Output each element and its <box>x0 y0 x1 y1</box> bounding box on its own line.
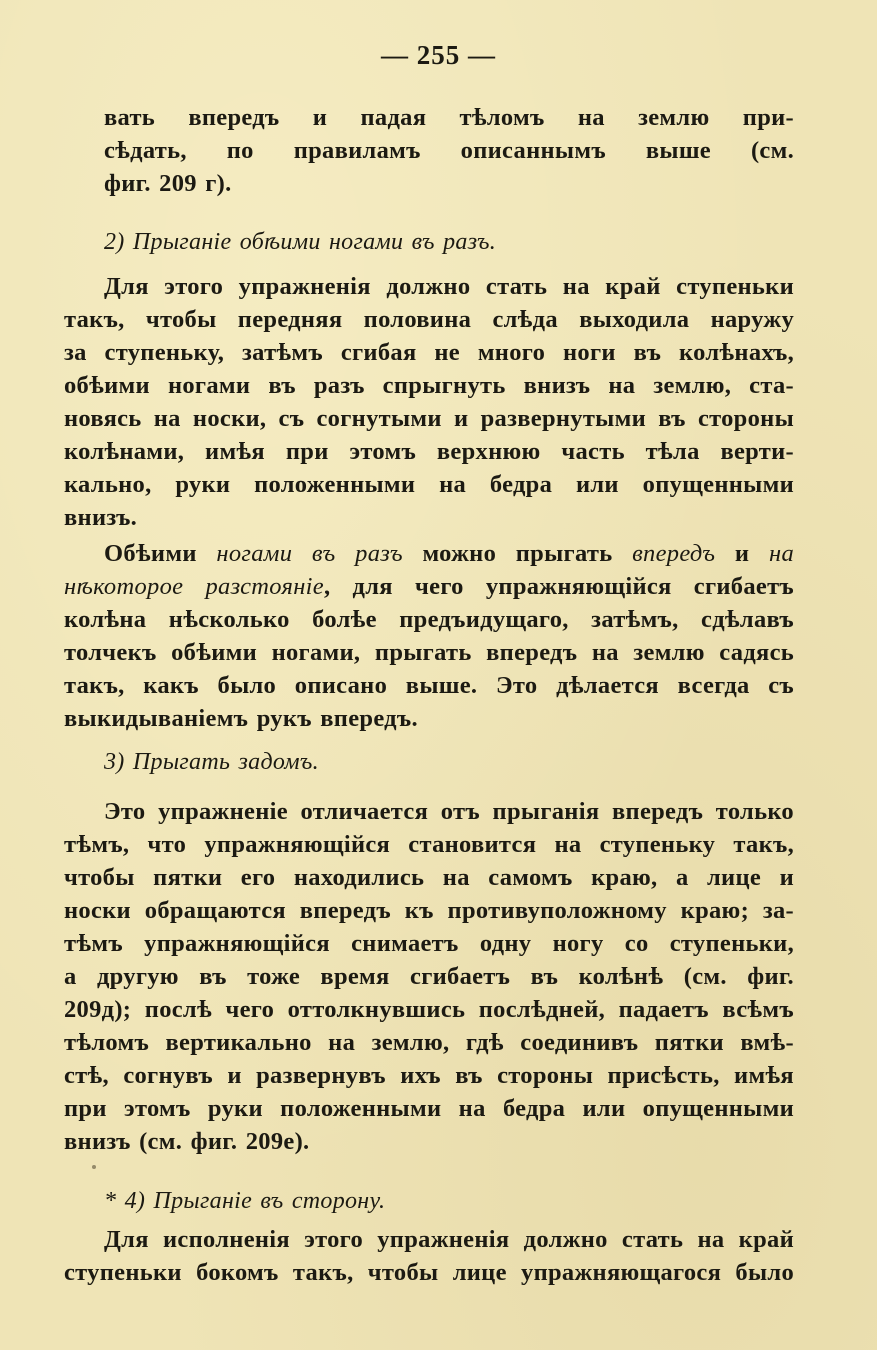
text-line: вать впередъ и падая тѣломъ на землю при- <box>104 104 794 131</box>
continuation-paragraph <box>104 101 794 200</box>
text-line: внизъ. <box>64 504 138 531</box>
text-line: такъ, какъ было описано выше. Это дѣлается всегда съ <box>64 672 794 699</box>
text-line: колѣнами, имѣя при этомъ верхнюю часть тѣла верти- <box>64 438 794 465</box>
text-line: такъ, чтобы передняя половина слѣда выходила наружу <box>64 306 794 333</box>
text-line: колѣна нѣсколько болѣе предъидущаго, затѣмъ, сдѣлавъ <box>64 606 794 633</box>
text-line: обѣими ногами въ разъ спрыгнуть внизъ на землю, ста- <box>64 372 794 399</box>
page-number: — 255 — <box>381 40 496 70</box>
paragraph-2b <box>64 537 794 735</box>
text-line: стѣ, согнувъ и развернувъ ихъ въ стороны присѣсть, имѣя <box>64 1062 794 1089</box>
heading-text: * 4) Прыганіе въ сторону. <box>104 1188 386 1214</box>
text-line: при этомъ руки положенными на бедра или опущенными <box>64 1095 794 1122</box>
text-line: а другую въ тоже время сгибаетъ въ колѣнѣ (см. фиг. <box>64 963 794 990</box>
text-line: Для исполненія этого упражненія должно стать на край <box>104 1226 794 1253</box>
text-line: нѣкоторое разстояніе, для чего упражняющійся сгибаетъ <box>64 573 794 600</box>
heading-text: 2) Прыганіе обѣими ногами въ разъ. <box>104 229 497 255</box>
text-line: тѣломъ вертикально на землю, гдѣ соединивъ пятки вмѣ- <box>64 1029 794 1056</box>
paragraph-2a <box>64 270 794 534</box>
text-line: новясь на носки, съ согнутыми и развернутыми въ стороны <box>64 405 794 432</box>
paragraph-3 <box>64 795 794 1158</box>
text-line: сѣдать, по правиламъ описаннымъ выше (см. <box>104 137 794 164</box>
text-line: носки обращаются впередъ къ противуположному краю; за- <box>64 897 794 924</box>
heading-text: 3) Прыгать задомъ. <box>104 749 319 775</box>
text-line: Обѣими ногами въ разъ можно прыгать впередъ и на <box>104 540 794 567</box>
text-line: толчекъ обѣими ногами, прыгать впередъ на землю садясь <box>64 639 794 666</box>
paragraph-4 <box>64 1223 794 1289</box>
text-line: тѣмъ упражняющійся снимаетъ одну ногу со ступеньки, <box>64 930 794 957</box>
text-line: Это упражненіе отличается отъ прыганія впередъ только <box>104 798 794 825</box>
section-heading-2 <box>104 226 834 259</box>
text-line: кально, руки положенными на бедра или опущенными <box>64 471 794 498</box>
text-line: выкидываніемъ рукъ впередъ. <box>64 705 418 732</box>
text-line: фиг. 209 г). <box>104 170 232 197</box>
text-line: за ступеньку, затѣмъ сгибая не много ноги въ колѣнахъ, <box>64 339 794 366</box>
text-line: Для этого упражненія должно стать на край ступеньки <box>104 273 794 300</box>
text-line: тѣмъ, что упражняющійся становится на ступеньку такъ, <box>64 831 794 858</box>
print-speck <box>92 1165 96 1169</box>
text-line: чтобы пятки его находились на самомъ краю, а лице и <box>64 864 794 891</box>
text-line: внизъ (см. фиг. 209е). <box>64 1128 310 1155</box>
text-line: ступеньки бокомъ такъ, чтобы лице упражняющагося было <box>64 1259 794 1286</box>
text-line: 209д); послѣ чего оттолкнувшись послѣдней, падаетъ всѣмъ <box>64 996 794 1023</box>
section-heading-4 <box>104 1185 834 1218</box>
section-heading-3 <box>104 746 834 779</box>
